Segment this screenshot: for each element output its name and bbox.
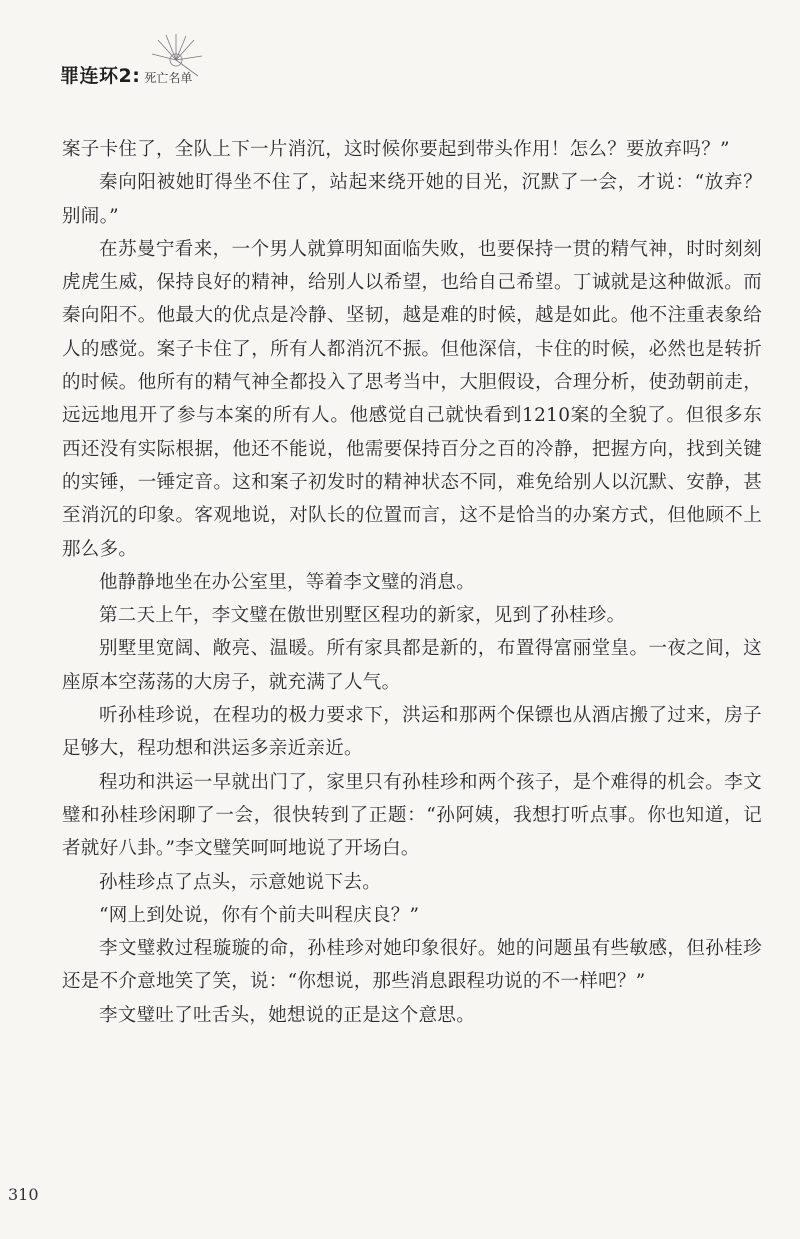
paragraph-continued: 案子卡住了，全队上下一片消沉，这时候你要起到带头作用！怎么？要放弃吗？” [62, 139, 730, 160]
paragraph: 听孙桂珍说，在程功的极力要求下，洪运和那两个保镖也从酒店搬了过来，房子足够大，程功想和洪运多亲近亲近。 [62, 705, 762, 760]
book-title: 罪连环2: [60, 65, 141, 87]
paragraph: “网上到处说，你有个前夫叫程庆良？” [99, 904, 420, 926]
page-body [62, 133, 762, 1032]
running-header [60, 58, 192, 88]
paragraph: 李文璧吐了吐舌头，她想说的正是这个意思。 [99, 1004, 476, 1026]
paragraph: 在苏曼宁看来，一个男人就算明知面临失败，也要保持一贯的精气神，时时刻刻虎虎生威，保持良好的精神，给别人以希望，也给自己希望。丁诚就是这种做派。而秦向阳不。他最大的优点是冷静、坚韧，越是难的时候，越是如此。他不注重表象给人的感觉。案子卡住了，所有人都消沉不振。但他深信，卡住的时候，必然也是转折的时候。他所有的精气神全都投入了思考当中，大胆假设，合理分析，使劲朝前走，远远地甩开了参与本案的所有人。他感觉自己就快看到1210案的全貌了。但很多东西还没有实际根据，他还不能说，他需要保持百分之百的冷静，把握方向，找到关键的实锤，一锤定音。这和案子初发时的精神状态不同，难免给别人以沉默、安静，甚至消沉的印象。客观地说，对队长的位置而言，这不是恰当的办案方式，但他顾不上那么多。 [62, 238, 762, 560]
paragraph: 第二天上午，李文璧在傲世别墅区程功的新家，见到了孙桂珍。 [99, 605, 626, 627]
paragraph: 别墅里宽阔、敞亮、温暖。所有家具都是新的，布置得富丽堂皇。一夜之间，这座原本空荡荡的大房子，就充满了人气。 [62, 638, 762, 693]
page-number: 310 [8, 1185, 39, 1204]
paragraph: 程功和洪运一早就出门了，家里只有孙桂珍和两个孩子，是个难得的机会。李文璧和孙桂珍闲聊了一会，很快转到了正题：“孙阿姨，我想打听点事。你也知道，记者就好八卦。”李文璧笑呵呵地说了开场白。 [62, 771, 762, 860]
paragraph: 秦向阳被她盯得坐不住了，站起来绕开她的目光，沉默了一会，才说：“放弃？别闹。” [62, 172, 762, 227]
paragraph: 他静静地坐在办公室里，等着李文璧的消息。 [99, 571, 476, 593]
book-subtitle: 死亡名单 [144, 71, 193, 85]
paragraph: 李文璧救过程璇璇的命，孙桂珍对她印象很好。她的问题虽有些敏感，但孙桂珍还是不介意地笑了笑，说：“你想说，那些消息跟程功说的不一样吧？” [62, 938, 762, 993]
paragraph: 孙桂珍点了点头，示意她说下去。 [99, 871, 382, 893]
